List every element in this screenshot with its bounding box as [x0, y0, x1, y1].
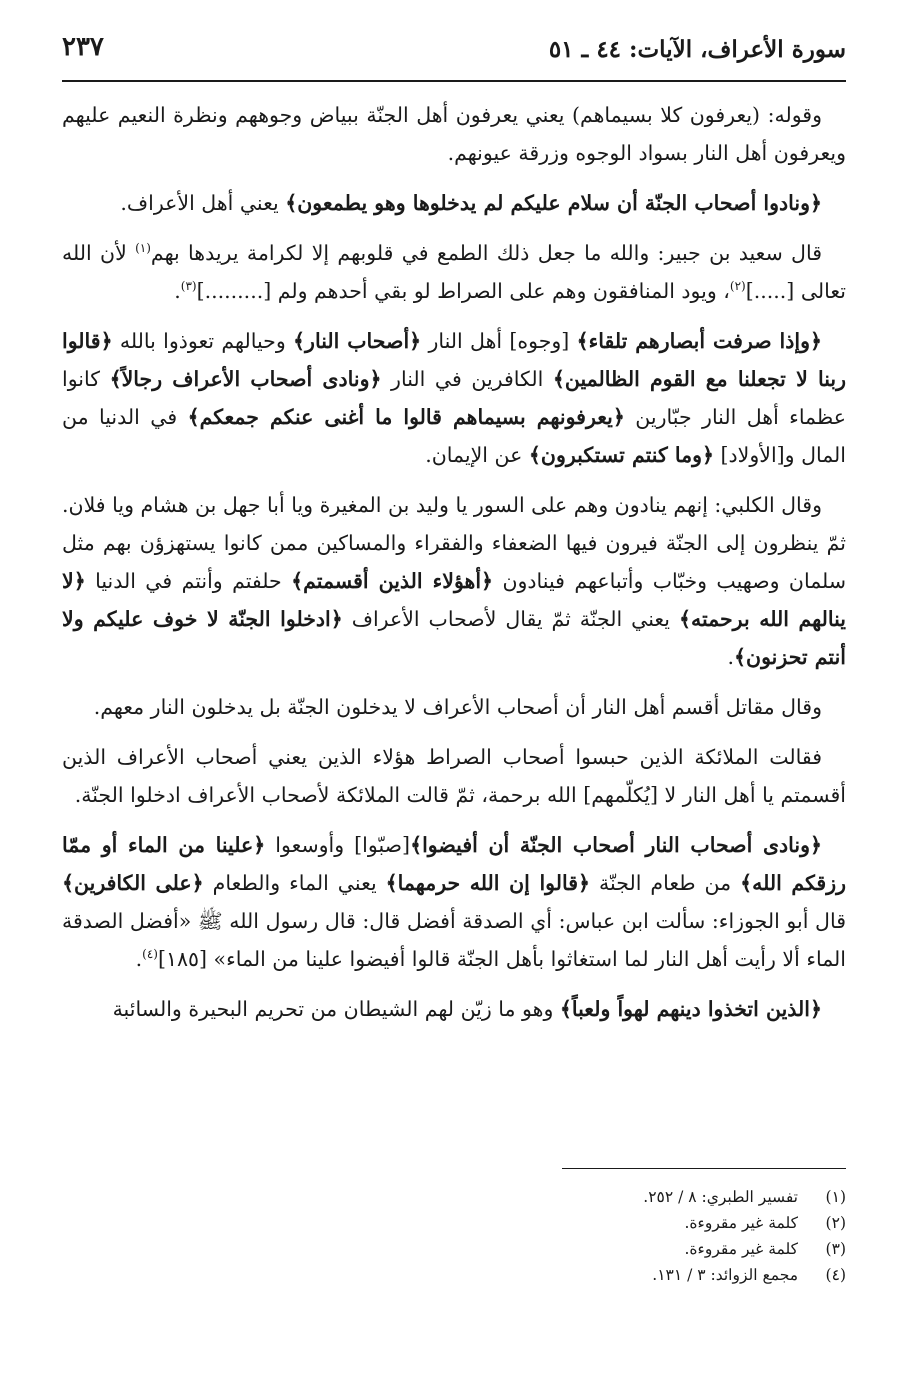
paragraph-text: يعني أهل الأعراف. — [120, 191, 286, 215]
paragraph — [62, 990, 846, 1028]
quran-verse: ﴿ونادوا أصحاب الجنّة أن سلام عليكم لم يدخلوها وهو يطمعون﴾ — [285, 191, 822, 215]
footnote-marker: (٢) — [729, 279, 746, 294]
footnote — [62, 1210, 846, 1236]
header-divider — [62, 80, 846, 82]
footnote — [62, 1262, 846, 1288]
quran-verse: ﴿قالوا إن الله حرمهما﴾ — [385, 871, 591, 895]
quran-verse: ﴿وإذا صرفت أبصارهم تلقاء﴾ — [576, 329, 822, 353]
quran-verse: ﴿ادخلوا الجنّة لا خوف عليكم ولا أنتم تحزنون﴾ — [62, 607, 846, 669]
footnote-number: (٤) — [825, 1266, 846, 1284]
footnote-divider — [562, 1168, 846, 1169]
footnote-marker: (٣) — [180, 279, 197, 294]
footnote-marker: (٤) — [142, 947, 158, 962]
paragraph — [62, 322, 846, 474]
paragraph — [62, 486, 846, 676]
body-text — [62, 96, 846, 1040]
paragraph-text: في الدنيا من المال و[الأولاد] — [62, 405, 846, 467]
paragraph-text: عن الإيمان. — [425, 443, 529, 467]
paragraph-text: لأن الله تعالى [.....] — [62, 241, 846, 303]
paragraph-text: وقال الكلبي: إنهم ينادون وهم على السور يا وليد بن المغيرة ويا أبا جهل بن هشام ويا فلان. ثمّ ينظرون إلى الجنّة فيرون فيها الضعفاء والفقراء والمساكين ممن كانوا يستهزؤن بهم مثل سلمان وصهيب وخبّاب وأتباعهم فينادون — [62, 493, 847, 593]
paragraph-text: . — [727, 645, 735, 669]
quran-verse: ﴿يعرفونهم بسيماهم قالوا ما أغنى عنكم جمعكم﴾ — [187, 405, 625, 429]
paragraph — [62, 688, 846, 726]
paragraph-text: كانوا عظماء أهل النار جبّارين — [62, 367, 846, 429]
quran-verse: ﴿وما كنتم تستكبرون﴾ — [528, 443, 715, 467]
paragraph-text: فقالت الملائكة الذين حبسوا أصحاب الصراط هؤلاء الذين يعني أصحاب الأعراف الذين أقسمتم يا أهل النار لا [يُكلّمهم] الله برحمة، ثمّ قالت الملائكة لأصحاب الأعراف ادخلوا الجنّة. — [62, 745, 846, 807]
quran-verse: ﴿قالوا ربنا لا تجعلنا مع القوم الظالمين﴾ — [62, 329, 847, 391]
paragraph-text: وحيالهم تعوذوا بالله — [112, 329, 294, 353]
footnote-marker: (١) — [135, 241, 151, 256]
quran-verse: ﴿علينا من الماء أو ممّا رزقكم الله﴾ — [62, 833, 846, 895]
paragraph-text: [صبّوا] وأوسعوا — [265, 833, 411, 857]
quran-verse: ﴿الذين اتخذوا دينهم لهواً ولعباً﴾ — [559, 997, 822, 1021]
quran-verse: ﴿أصحاب النار﴾ — [293, 329, 422, 353]
footnote — [62, 1184, 846, 1210]
footnote-number: (٢) — [825, 1214, 846, 1232]
paragraph-text: من طعام الجنّة — [590, 871, 741, 895]
running-title: سورة الأعراف، الآيات: ٤٤ ـ ٥١ — [548, 36, 846, 63]
paragraph — [62, 826, 846, 978]
paragraph-text: [وجوه] أهل النار — [421, 329, 577, 353]
paragraph-text: يعني الماء والطعام — [203, 871, 386, 895]
paragraph-text: ، ويود المنافقون وهم على الصراط لو بقي أحدهم ولم [.........] — [196, 279, 730, 303]
footnote-text: مجمع الزوائد: ٣ / ١٣١. — [652, 1266, 798, 1284]
footnote-text: كلمة غير مقروءة. — [684, 1240, 798, 1258]
quran-verse: ﴿لا ينالهم الله برحمته﴾ — [62, 569, 846, 631]
paragraph-text: يعني الجنّة ثمّ يقال لأصحاب الأعراف — [342, 607, 679, 631]
quran-verse: ﴿أهؤلاء الذين أقسمتم﴾ — [291, 569, 494, 593]
footnote — [62, 1236, 846, 1262]
paragraph — [62, 96, 846, 172]
paragraph — [62, 234, 846, 310]
quran-verse: ﴿على الكافرين﴾ — [62, 871, 204, 895]
paragraph-text: وقوله: (يعرفون كلا بسيماهم) يعني يعرفون أهل الجنّة ببياض وجوههم ونظرة النعيم عليهم ويعرفون أهل النار بسواد الوجوه وزرقة عيونهم. — [62, 103, 846, 165]
paragraph-text: وهو ما زيّن لهم الشيطان من تحريم البحيرة والسائبة — [112, 997, 560, 1021]
quran-verse: ﴿ونادى أصحاب الأعراف رجالاً﴾ — [109, 367, 382, 391]
paragraph-text: . — [174, 279, 181, 303]
page-header — [62, 28, 846, 78]
paragraph-text: . — [135, 947, 143, 971]
footnotes — [62, 1184, 846, 1288]
quran-verse: ﴿ونادى أصحاب النار أصحاب الجنّة أن أفيضوا﴾ — [410, 833, 822, 857]
paragraph-text: وقال مقاتل أقسم أهل النار أن أصحاب الأعراف لا يدخلون الجنّة بل يدخلون النار معهم. — [93, 695, 822, 719]
paragraph-text: قال أبو الجوزاء: سألت ابن عباس: أي الصدقة أفضل قال: قال رسول الله ﷺ «أفضل الصدقة الماء ألا رأيت أهل النار لما استغاثوا بأهل الجنّة قالوا أفيضوا علينا من الماء» [١٨٥] — [62, 909, 846, 971]
footnote-number: (١) — [825, 1188, 846, 1206]
footnote-text: تفسير الطبري: ٨ / ٢٥٢. — [643, 1188, 798, 1206]
paragraph — [62, 184, 846, 222]
footnote-text: كلمة غير مقروءة. — [684, 1214, 798, 1232]
paragraph-text: حلفتم وأنتم في الدنيا — [85, 569, 292, 593]
paragraph-text: قال سعيد بن جبير: والله ما جعل ذلك الطمع في قلوبهم إلا لكرامة يريدها بهم — [150, 241, 822, 265]
paragraph-text: الكافرين في النار — [381, 367, 553, 391]
footnote-number: (٣) — [825, 1240, 846, 1258]
page-number: ٢٣٧ — [62, 32, 104, 62]
paragraph — [62, 738, 846, 814]
